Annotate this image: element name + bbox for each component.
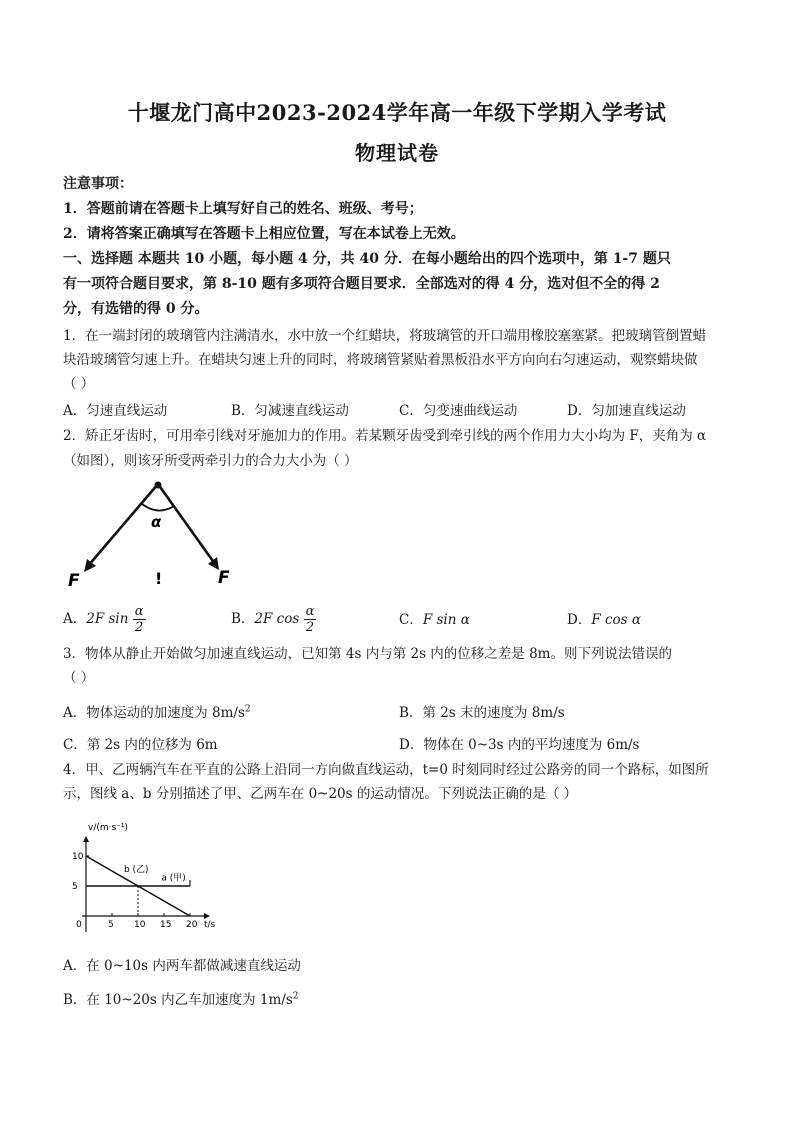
x-tick-label: 20 <box>186 920 198 930</box>
angle-arc <box>142 504 174 511</box>
notice-item-2: 2．请将答案正确填写在答题卡上相应位置，写在本试卷上无效。 <box>63 226 465 242</box>
q3-stem-line-1: 3．物体从静止开始做匀加速直线运动，已知第 4s 内与第 2s 内的位移之差是 8m。则下列说法错误的 <box>63 646 672 662</box>
q1-option-d: D．匀加速直线运动 <box>567 403 686 419</box>
y-axis-label: v/(m·s⁻¹) <box>88 823 129 833</box>
q1-answer-blank: （ ） <box>63 376 95 392</box>
q2-option-c: C．F sin α <box>399 612 470 628</box>
q2-option-a: A．2F sin $\frac{\alpha}{2}$ <box>63 604 144 635</box>
q4-stem-line-1: 4．甲、乙两辆汽车在平直的公路上沿同一方向做直线运动，t=0 时刻同时经过公路旁的同一个路标，如图所 <box>63 762 709 778</box>
notice-item-1: 1．答题前请在答题卡上填写好自己的姓名、班级、考号； <box>63 201 423 217</box>
fraction-alpha-over-2: $\frac{\alpha}{2}$ <box>134 604 144 635</box>
x-tick-label: 15 <box>160 920 172 930</box>
tooth-force-figure <box>60 474 260 594</box>
q1-option-a: A．匀速直线运动 <box>63 403 168 419</box>
y-tick-label: 10 <box>72 852 84 862</box>
q3-option-b: B．第 2s 末的速度为 8m/s <box>399 705 565 721</box>
section-intro-line-1: 一、选择题 本题共 10 小题，每小题 4 分，共 40 分．在每小题给出的四个选项中，第 1-7 题只 <box>63 251 671 267</box>
q2-stem-line-1: 2．矫正牙齿时，可用牵引线对牙施加力的作用。若某颗牙齿受到牵引线的两个作用力大小均为 F，夹角为 α <box>63 428 707 444</box>
q1-stem-line-1: 1．在一端封闭的玻璃管内注满清水，水中放一个红蜡块，将玻璃管的开口端用橡胶塞塞紧。把玻璃管倒置蜡 <box>63 328 707 344</box>
section-intro-line-2: 有一项符合题目要求，第 8-10 题有多项符合题目要求．全部选对的得 4 分，选对但不全的得 2 <box>63 276 660 292</box>
series-b-label: b (乙) <box>123 865 149 876</box>
left-arrow-head <box>84 559 96 572</box>
exam-title: 十堰龙门高中2023-2024学年高一年级下学期入学考试 <box>127 100 667 125</box>
x-tick-label: 10 <box>134 920 146 930</box>
left-force-label: F <box>68 571 80 591</box>
y-axis-arrow <box>83 836 89 842</box>
x-tick-label: 5 <box>108 920 114 930</box>
section-intro-line-3: 分，有选错的得 0 分。 <box>63 301 209 317</box>
right-traction-line <box>158 484 215 564</box>
x-axis-label: t/s <box>204 920 216 930</box>
left-traction-line <box>88 484 158 566</box>
q3-option-c: C．第 2s 内的位移为 6m <box>63 737 218 753</box>
q3-option-d: D．物体在 0~3s 内的平均速度为 6m/s <box>399 737 640 753</box>
notice-heading: 注意事项： <box>63 176 133 192</box>
y-tick-label: 5 <box>72 882 78 892</box>
velocity-time-graph <box>70 810 230 940</box>
q4-option-b: B．在 10~20s 内乙车加速度为 $1m/s^2$ <box>63 991 299 1008</box>
q3-answer-blank: （ ） <box>63 670 95 686</box>
q2-option-b: B．2F cos $\frac{\alpha}{2}$ <box>231 604 315 635</box>
tooth-point <box>155 482 162 489</box>
q1-option-b: B．匀减速直线运动 <box>231 403 349 419</box>
q4-stem-line-2: 示，图线 a、b 分别描述了甲、乙两车在 0~20s 的运动情况。下列说法正确的是（ ） <box>63 786 578 802</box>
q4-option-a: A．在 0~10s 内两车都做减速直线运动 <box>63 958 301 974</box>
origin-label: 0 <box>76 920 82 930</box>
q1-option-c: C．匀变速曲线运动 <box>399 403 518 419</box>
fraction-alpha-over-2: $\frac{\alpha}{2}$ <box>305 604 315 635</box>
right-force-label: F <box>218 568 230 588</box>
q1-stem-line-2: 块沿玻璃管匀速上升。在蜡块匀速上升的同时，将玻璃管紧贴着黑板沿水平方向向右匀速运动，观察蜡块做 <box>63 352 698 368</box>
center-mark: ! <box>155 569 163 588</box>
exam-subtitle: 物理试卷 <box>355 141 439 165</box>
q3-option-a: A．物体运动的加速度为 $8m/s^2$ <box>63 704 251 721</box>
q2-option-d: D．F cos α <box>567 612 642 628</box>
series-a-label: a (甲) <box>161 873 186 884</box>
q2-stem-line-2: （如图），则该牙所受两牵引力的合力大小为（ ） <box>63 453 358 469</box>
angle-label: α <box>151 513 162 531</box>
x-axis-arrow <box>204 913 210 919</box>
